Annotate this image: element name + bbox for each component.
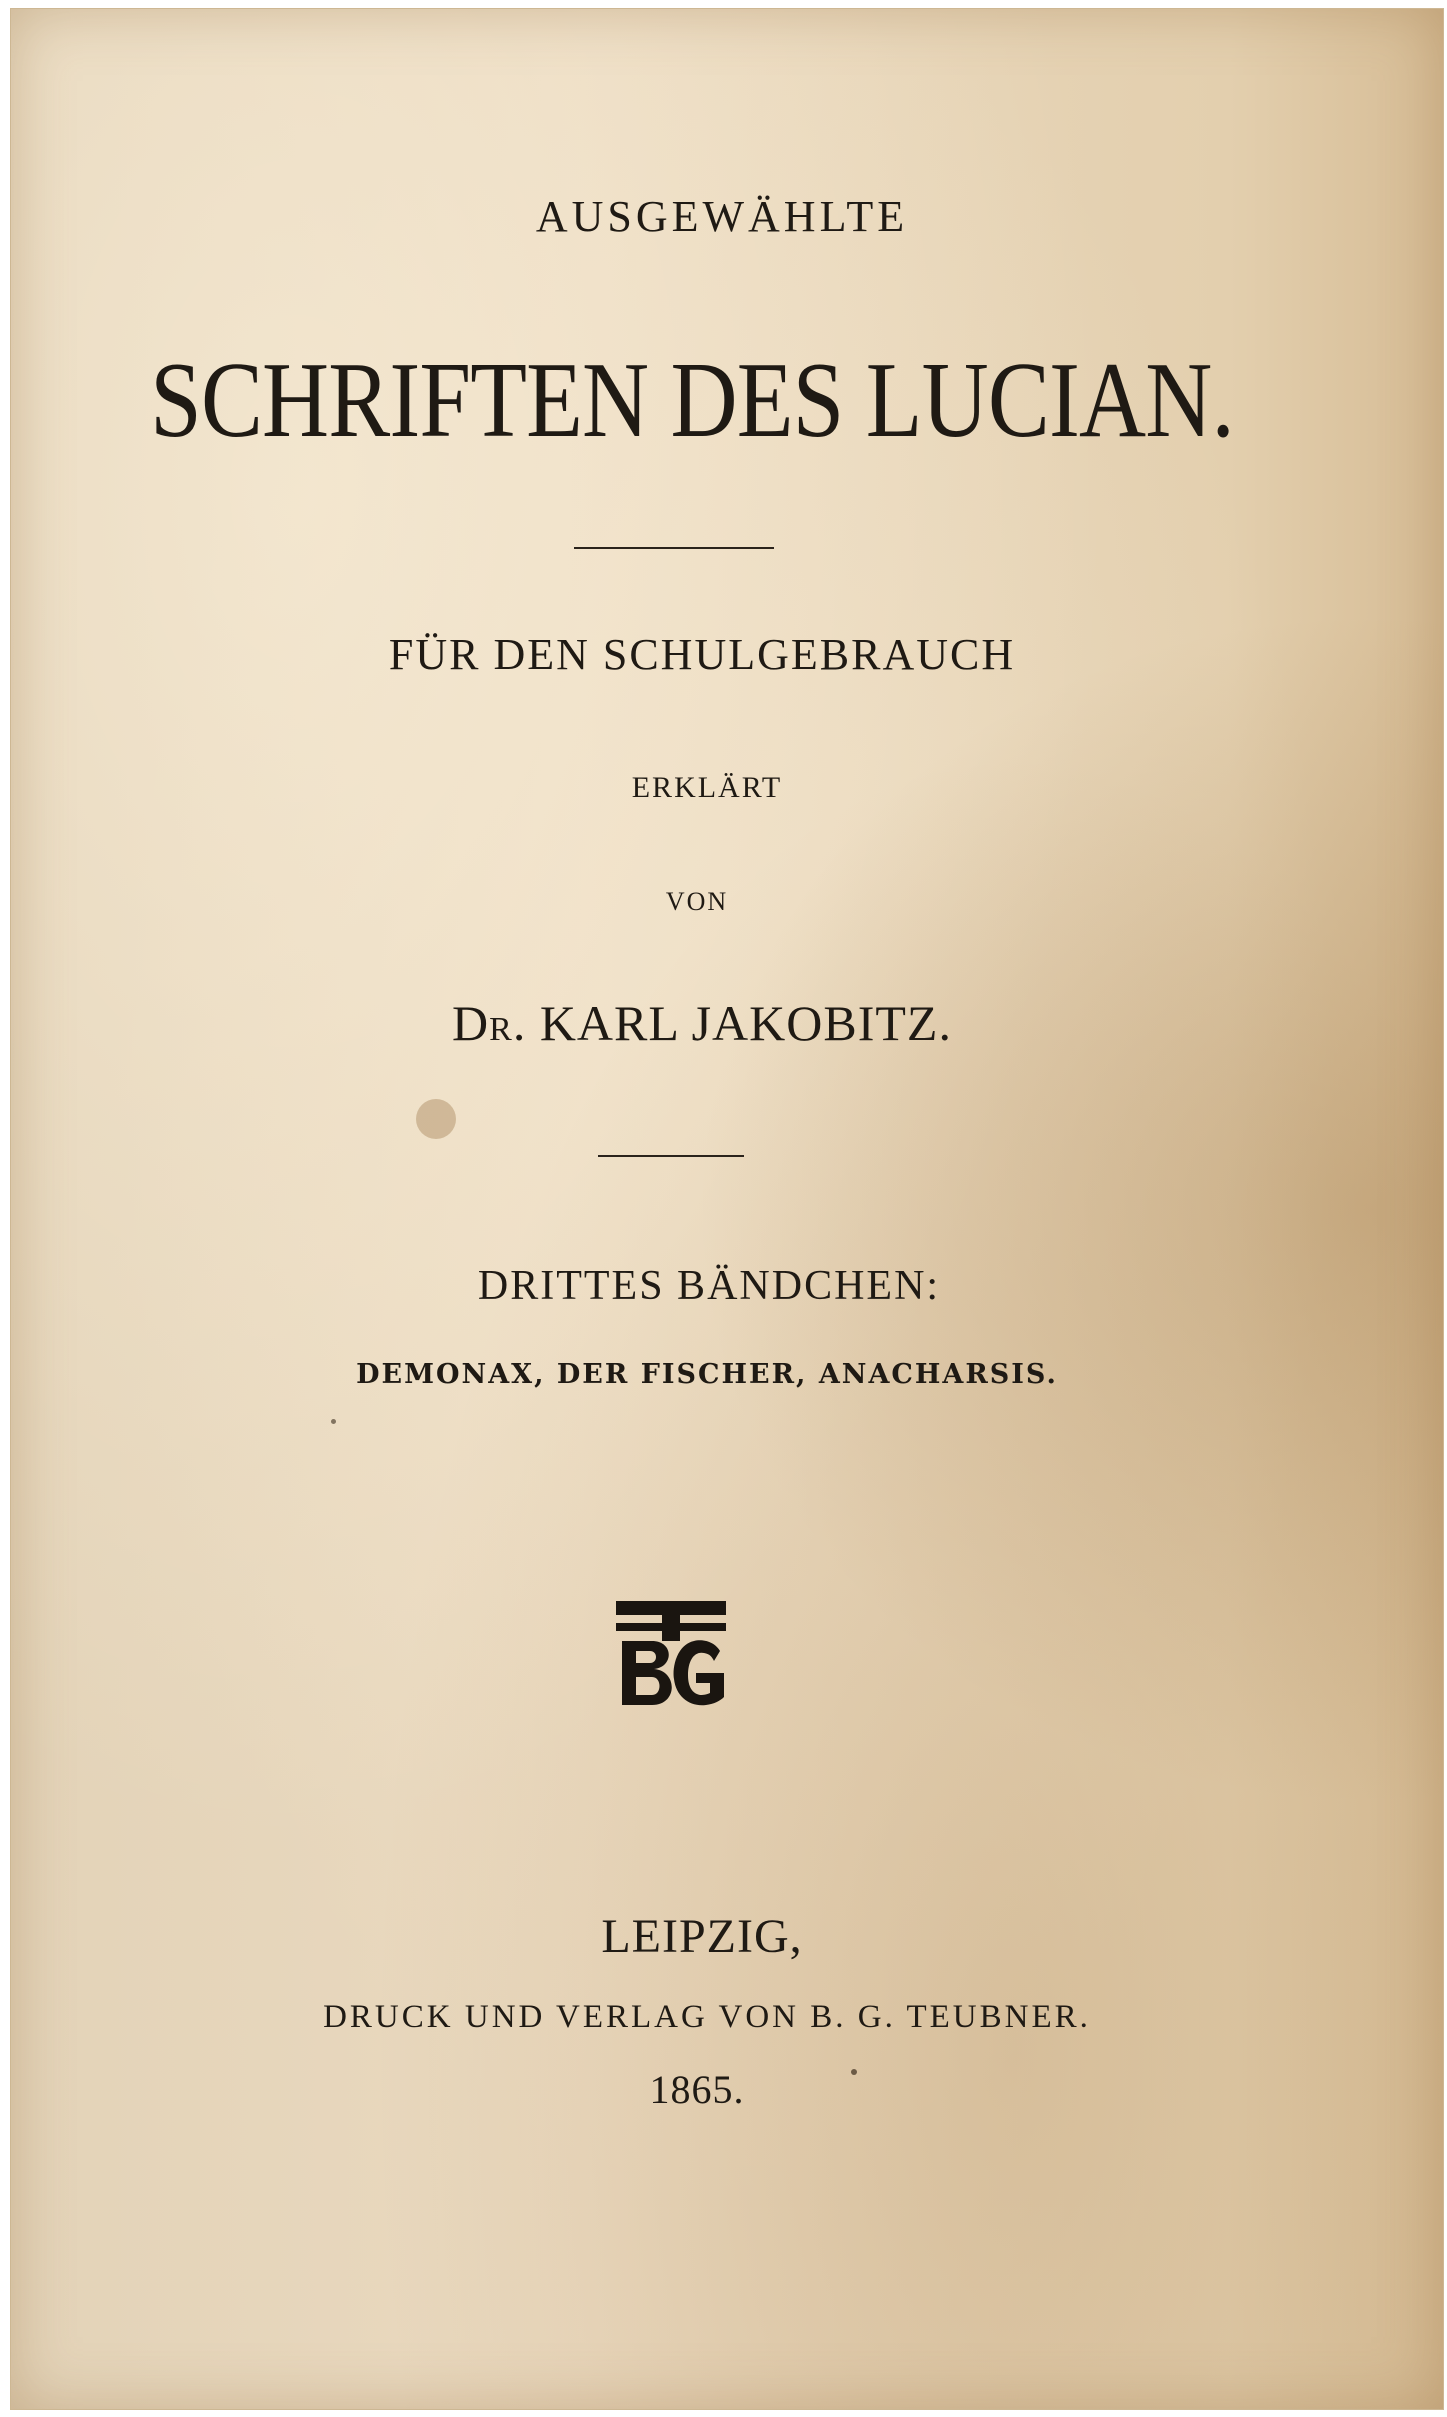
subtitle-erklaert: ERKLÄRT bbox=[631, 771, 783, 804]
imprint-city: LEIPZIG, bbox=[601, 1910, 803, 1963]
ink-speck bbox=[331, 1419, 336, 1424]
ink-speck bbox=[851, 2069, 857, 2075]
divider-rule-top bbox=[574, 547, 774, 549]
bgt-monogram-icon bbox=[616, 1599, 726, 1709]
contents-line: DEMONAX, DER FISCHER, ANACHARSIS. bbox=[356, 1359, 1058, 1390]
subtitle-schulgebrauch: FÜR DEN SCHULGEBRAUCH bbox=[388, 630, 1016, 679]
author-prefix-r: R bbox=[489, 1011, 513, 1048]
author-name: KARL JAKOBITZ. bbox=[539, 995, 952, 1051]
author-line: DR. KARL JAKOBITZ. bbox=[452, 995, 952, 1051]
subtitle-von: VON bbox=[665, 887, 729, 916]
title-page bbox=[10, 8, 1444, 2410]
foxing-spot bbox=[416, 1099, 456, 1139]
volume-line: DRITTES BÄNDCHEN: bbox=[477, 1263, 941, 1309]
author-prefix-d: D bbox=[452, 995, 490, 1051]
imprint-publisher: DRUCK UND VERLAG VON B. G. TEUBNER. bbox=[323, 1999, 1091, 2035]
title-line-ausgewaehlte: AUSGEWÄHLTE bbox=[535, 192, 909, 241]
imprint-year: 1865. bbox=[649, 2067, 745, 2112]
main-title: SCHRIFTEN DES LUCIAN. bbox=[150, 341, 1234, 460]
divider-rule-bottom bbox=[598, 1155, 744, 1157]
